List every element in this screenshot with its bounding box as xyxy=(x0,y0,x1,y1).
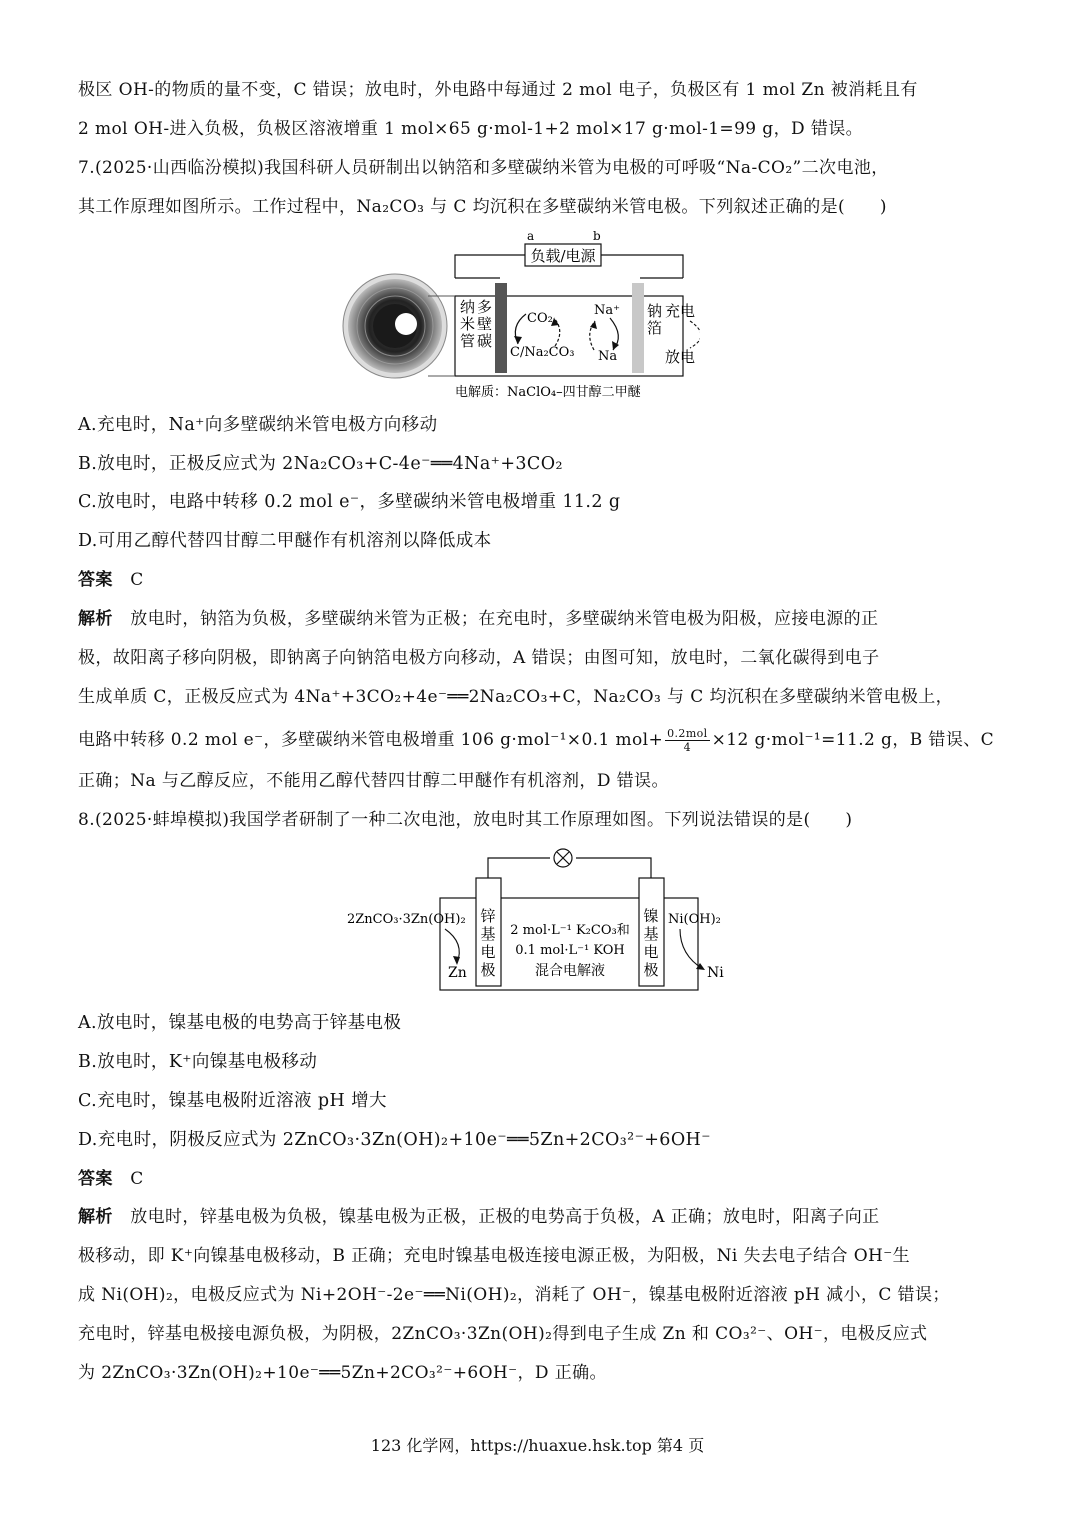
electrolyte-label: 电解质：NaClO₄–四甘醇二甲醚 xyxy=(455,385,641,400)
explanation-label: 解析 xyxy=(78,1207,113,1227)
electrode-label: 锌 xyxy=(480,907,496,925)
nanotube-cross-section-icon xyxy=(343,274,447,378)
page-footer: 123 化学网，https://huaxue.hsk.top 第4 页 xyxy=(370,1436,705,1455)
option-d: D.可用乙醇代替四甘醇二甲醚作有机溶剂以降低成本 xyxy=(78,531,492,551)
zinc-compound-label: 2ZnCO₃·3Zn(OH)₂ xyxy=(347,912,466,927)
explanation-line: 解析 放电时，锌基电极为负极，镍基电极为正极，正极的电势高于负极，A 正确；放电时，阳离子向正 xyxy=(78,1207,880,1227)
foil-label: 钠 xyxy=(647,302,663,320)
option-b: B.放电时，正极反应式为 2Na₂CO₃+C-4e⁻══4Na⁺+3CO₂ xyxy=(78,454,563,474)
solution-label: 0.1 mol·L⁻¹ KOH xyxy=(515,943,625,958)
option-d: D.充电时，阴极反应式为 2ZnCO₃·3Zn(OH)₂+10e⁻══5Zn+2CO₃²⁻+6OH⁻ xyxy=(78,1130,711,1150)
c-na2co3-label: C/Na₂CO₃ xyxy=(510,345,575,360)
electrode-label: 碳 xyxy=(477,332,493,350)
electrode-label: 电 xyxy=(643,943,659,961)
explanation-line: 充电时，锌基电极接电源负极，为阴极，2ZnCO₃·3Zn(OH)₂得到电子生成 Zn 和 CO₃²⁻、OH⁻，电极反应式 xyxy=(78,1324,928,1344)
electrode-label: 基 xyxy=(643,925,659,943)
question-7-stem-cont: 其工作原理如图所示。工作过程中，Na₂CO₃ 与 C 均沉积在多壁碳纳米管电极。下列叙述正确的是( ) xyxy=(78,197,887,217)
answer-line xyxy=(78,569,998,591)
foil-label: 箔 xyxy=(647,319,663,337)
explanation-label: 解析 xyxy=(78,609,113,629)
question-7-stem: 7.(2025·山西临汾模拟)我国科研人员研制出以钠箔和多壁碳纳米管为电极的可呼吸“Na-CO₂”二次电池， xyxy=(78,158,889,178)
electrode-label: 纳 xyxy=(460,298,476,316)
electrode-label: 镍 xyxy=(643,907,659,925)
text-line: 极区 OH-的物质的量不变，C 错误；放电时，外电路中每通过 2 mol 电子，负极区有 1 mol Zn 被消耗且有 xyxy=(78,80,918,100)
fraction: $\frac{\text{0.2mol}}{4}$ xyxy=(667,727,708,754)
explanation-line: 正确；Na 与乙醇反应，不能用乙醇代替四甘醇二甲醚作有机溶剂，D 错误。 xyxy=(78,771,669,791)
terminal-a-label: a xyxy=(527,229,535,243)
zn-ni-battery-diagram xyxy=(345,843,735,993)
option-b: B.放电时，K⁺向镍基电极移动 xyxy=(78,1052,318,1072)
electrode-label: 米 xyxy=(460,315,476,333)
co2-label: CO₂ xyxy=(527,311,553,326)
load-label: 负载/电源 xyxy=(530,247,596,265)
na-ion-label: Na⁺ xyxy=(594,303,620,318)
electrode-label: 壁 xyxy=(477,315,493,333)
solution-label: 2 mol·L⁻¹ K₂CO₃和 xyxy=(510,923,630,938)
electrode-label: 多 xyxy=(477,298,493,316)
explanation-line: 极，故阳离子移向阴极，即钠离子向钠箔电极方向移动，A 错误；由图可知，放电时，二氧化碳得到电子 xyxy=(78,648,880,668)
answer-value: C xyxy=(130,570,144,590)
solution-label: 混合电解液 xyxy=(535,963,605,979)
electrode-label: 管 xyxy=(460,332,476,350)
electrode-label: 电 xyxy=(480,943,496,961)
answer-label: 答案 xyxy=(78,570,113,590)
carbon-nanotube-electrode xyxy=(495,283,507,373)
charge-label: 充电 xyxy=(664,302,695,320)
sodium-foil-electrode xyxy=(632,283,644,373)
text-line: 2 mol OH-进入负极，负极区溶液增重 1 mol×65 g·mol-1+2 mol×17 g·mol-1=99 g，D 错误。 xyxy=(78,119,864,139)
zn-label: Zn xyxy=(448,965,467,981)
electrode-label: 极 xyxy=(643,961,659,979)
option-a: A.放电时，镍基电极的电势高于锌基电极 xyxy=(78,1013,402,1033)
ni-label: Ni xyxy=(707,965,724,981)
option-c: C.放电时，电路中转移 0.2 mol e⁻，多壁碳纳米管电极增重 11.2 g xyxy=(78,492,621,512)
explanation-line: 为 2ZnCO₃·3Zn(OH)₂+10e⁻══5Zn+2CO₃²⁻+6OH⁻，D 正确。 xyxy=(78,1363,607,1383)
electrode-label: 基 xyxy=(480,925,496,943)
option-a: A.充电时，Na⁺向多壁碳纳米管电极方向移动 xyxy=(78,415,438,435)
terminal-b-label: b xyxy=(593,229,601,243)
answer-value: C xyxy=(130,1169,144,1189)
na-co2-battery-diagram xyxy=(340,226,700,404)
explanation-line: 生成单质 C，正极反应式为 4Na⁺+3CO₂+4e⁻══2Na₂CO₃+C，Na₂CO₃ 与 C 均沉积在多壁碳纳米管电极上， xyxy=(78,687,954,707)
question-8-stem: 8.(2025·蚌埠模拟)我国学者研制了一种二次电池，放电时其工作原理如图。下列说法错误的是( ) xyxy=(78,810,853,830)
explanation-line: 成 Ni(OH)₂，电极反应式为 Ni+2OH⁻-2e⁻══Ni(OH)₂，消耗了 OH⁻，镍基电极附近溶液 pH 减小，C 错误； xyxy=(78,1285,950,1305)
na-label: Na xyxy=(598,349,618,364)
explanation-line: 极移动，即 K⁺向镍基电极移动，B 正确；充电时镍基电极连接电源正极，为阳极，Ni 失去电子结合 OH⁻生 xyxy=(78,1246,911,1266)
explanation-line: 解析 放电时，钠箔为负极，多壁碳纳米管为正极；在充电时，多壁碳纳米管电极为阳极，应接电源的正 xyxy=(78,609,879,629)
answer-line xyxy=(78,1168,998,1190)
nickel-compound-label: Ni(OH)₂ xyxy=(668,912,721,927)
explanation-line: 电路中转移 0.2 mol e⁻，多壁碳纳米管电极增重 106 g·mol⁻¹×0.1 mol+ $\frac{\text{0.2mol}}{4}$ ×12 g·mol⁻¹=11.2 g，B 错误、C xyxy=(78,727,995,754)
lamp-icon xyxy=(554,849,572,867)
option-c: C.充电时，镍基电极附近溶液 pH 增大 xyxy=(78,1091,387,1111)
answer-label: 答案 xyxy=(78,1169,113,1189)
discharge-label: 放电 xyxy=(664,348,695,366)
electrode-label: 极 xyxy=(480,961,496,979)
